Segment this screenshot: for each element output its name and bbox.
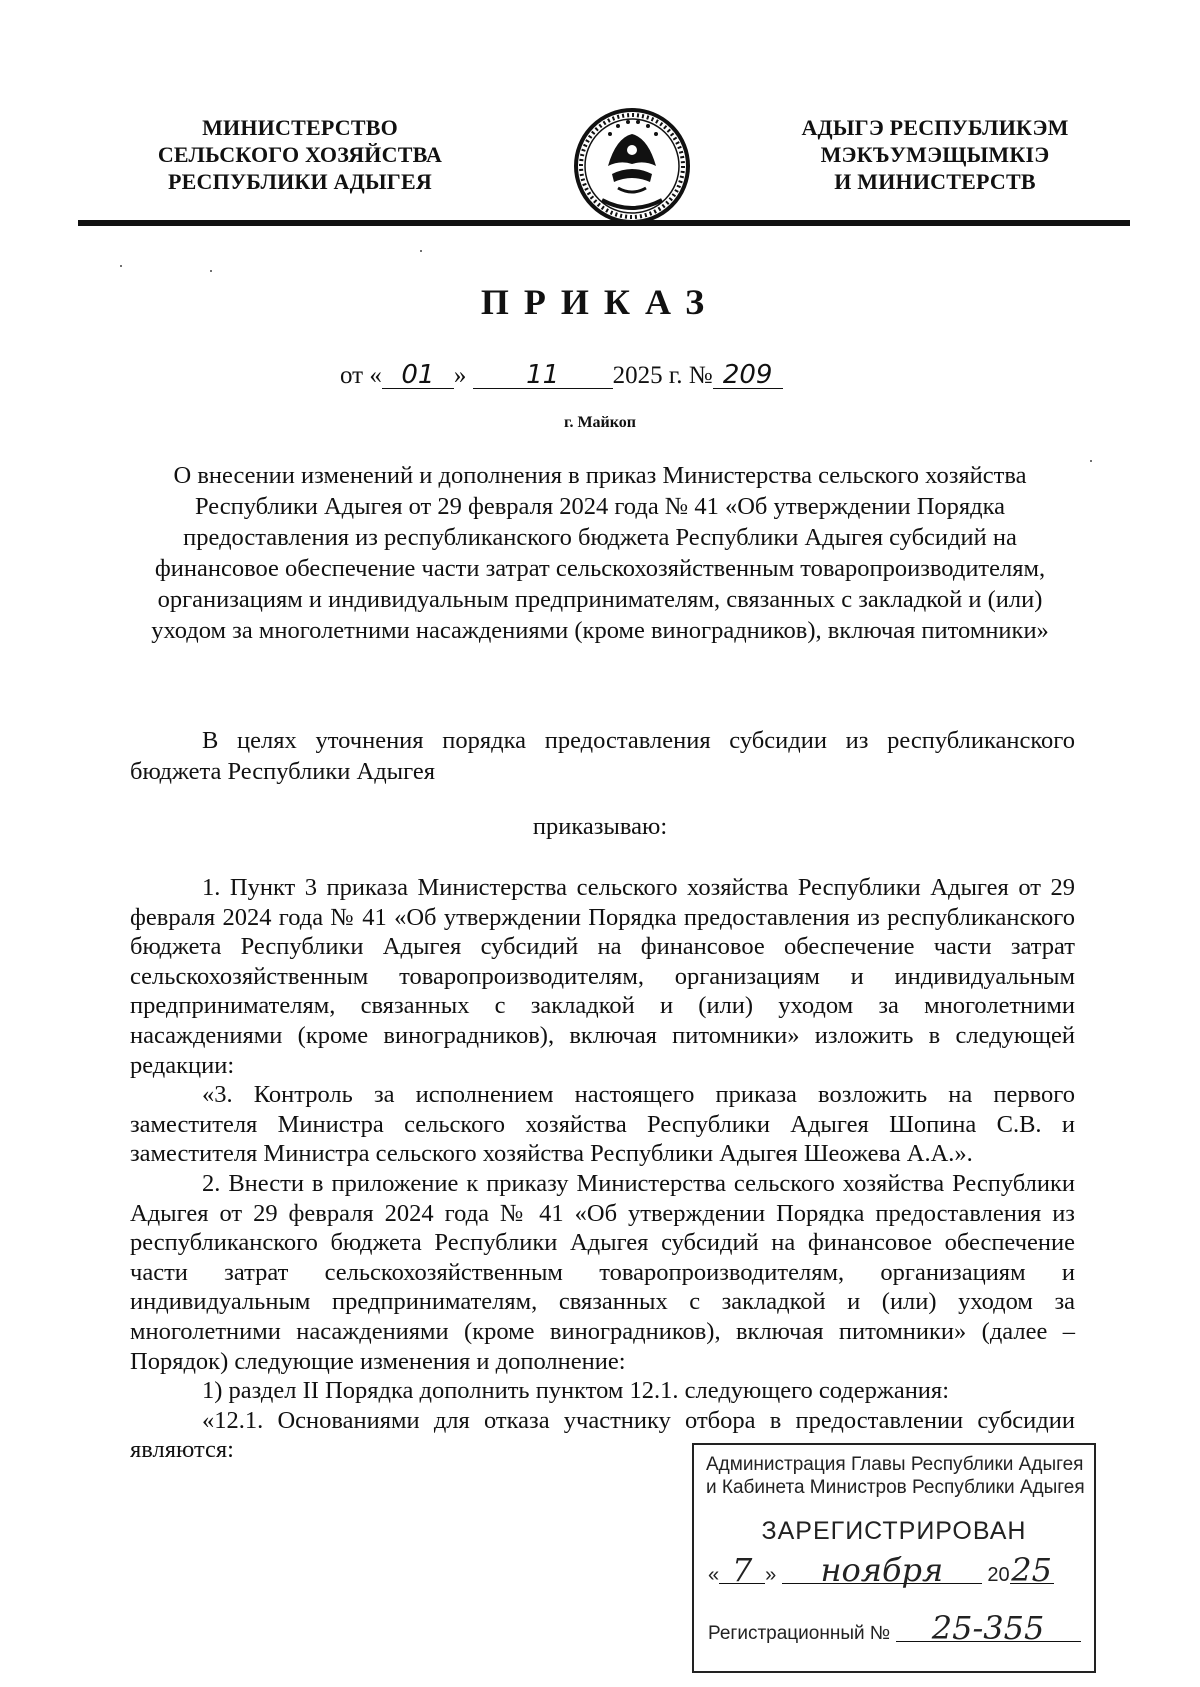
ministry-line-1: МИНИСТЕРСТВО <box>202 115 398 140</box>
scan-speck <box>420 250 422 252</box>
stamp-status: ЗАРЕГИСТРИРОВАН <box>761 1517 1027 1545</box>
date-close-quote: » <box>453 362 467 389</box>
coat-of-arms-emblem-icon <box>572 104 692 228</box>
stamp-date <box>708 1551 1088 1589</box>
body-paragraph-1: 1. Пункт 3 приказа Министерства сельского хозяйства Республики Адыгея от 29 февраля 2024 года № 41 «Об утверждении Порядка предоставления из республиканского бюджета Республики Адыгея субсидий на финансовое обеспечение части затрат сельскохозяйственным товаропроизводителям, организациям и индивидуальным предпринимателям, связанных с закладкой и (или) уходом за многолетними насаждениями (кроме виноградников), включая питомники» изложить в следующей редакции: <box>130 874 1075 1079</box>
stamp-day: 7 <box>719 1557 765 1584</box>
header-divider <box>78 220 1130 226</box>
stamp-year-suffix: 25 <box>1011 1551 1052 1589</box>
order-subject: О внесении изменений и дополнения в приказ Министерства сельского хозяйства Республики Адыгея от 29 февраля 2024 года № 41 «Об утверждении Порядка предоставления из республиканского бюджета Республики Адыгея субсидий на финансовое обеспечение части затрат сельскохозяйственным товаропроизводителям, организациям и индивидуальным предпринимателям, связанных с закладкой и (или) уходом за многолетними насаждениями (кроме виноградников), включая питомники» <box>151 462 1049 644</box>
preamble: В целях уточнения порядка предоставления субсидии из республиканского бюджета Республики Адыгея <box>130 727 1075 785</box>
ministry-line-2: СЕЛЬСКОГО ХОЗЯЙСТВА <box>157 142 443 167</box>
stamp-year-prefix: 20 <box>987 1564 1010 1586</box>
scan-speck <box>120 265 122 267</box>
order-word: приказываю: <box>532 813 668 840</box>
date-year: 2025 г. <box>612 362 683 389</box>
order-date-line <box>340 362 783 390</box>
stamp-close-quote: » <box>765 1564 777 1586</box>
city: г. Майкоп <box>563 414 636 431</box>
ministry-adyghe-line-3: И МИНИСТЕРСТВ <box>834 169 1036 194</box>
date-day: 01 <box>382 362 454 389</box>
order-number: 209 <box>713 362 783 389</box>
ministry-adyghe-line-1: АДЫГЭ РЕСПУБЛИКЭМ <box>801 115 1069 140</box>
order-body <box>130 873 1075 1465</box>
scan-speck <box>1090 460 1092 462</box>
document-title: ПРИКАЗ <box>480 282 720 322</box>
ministry-name-russian <box>135 114 465 195</box>
registration-stamp <box>692 1443 1096 1673</box>
body-paragraph-3: 2. Внести в приложение к приказу Министерства сельского хозяйства Республики Адыгея от 29 февраля 2024 года № 41 «Об утверждении Порядка предоставления из республиканского бюджета Республики Адыгея субсидий на финансовое обеспечение части затрат сельскохозяйственным товаропроизводителям, организациям и индивидуальным предпринимателям, связанных с закладкой и (или) уходом за многолетними насаждениями (кроме виноградников), включая питомники» (далее – Порядок) следующие изменения и дополнение: <box>130 1169 1075 1375</box>
order-number-label: № <box>688 362 713 389</box>
ministry-name-adyghe <box>765 114 1105 195</box>
date-open-quote: « <box>369 362 382 389</box>
body-paragraph-4: 1) раздел II Порядка дополнить пунктом 12.1. следующего содержания: <box>202 1377 949 1405</box>
ministry-adyghe-line-2: МЭКЪУМЭЩЫМКIЭ <box>820 142 1050 167</box>
date-month: 11 <box>473 362 613 389</box>
stamp-org-line-2: и Кабинета Министров Республики Адыгея <box>706 1477 1085 1498</box>
stamp-reg-label: Регистрационный № <box>708 1623 891 1644</box>
stamp-organization <box>706 1453 1086 1499</box>
stamp-registration-number <box>708 1609 1088 1647</box>
date-prefix: от <box>340 362 364 389</box>
scan-speck <box>210 270 212 272</box>
body-paragraph-2: «3. Контроль за исполнением настоящего приказа возложить на первого заместителя Министра сельского хозяйства Республики Адыгея Шопина С.В. и заместителя Министра сельского хозяйства Республики Адыгея Шеожева А.А.». <box>130 1081 1075 1168</box>
stamp-reg-number: 25-355 <box>896 1615 1081 1642</box>
ministry-line-3: РЕСПУБЛИКИ АДЫГЕЯ <box>168 169 432 194</box>
body-paragraph-5: «12.1. Основаниями для отказа участнику отбора в предоставлении субсидии являются: <box>130 1406 1075 1464</box>
stamp-open-quote: « <box>708 1564 720 1586</box>
stamp-month: ноября <box>782 1557 982 1584</box>
stamp-org-line-1: Администрация Главы Республики Адыгея <box>706 1454 1084 1475</box>
